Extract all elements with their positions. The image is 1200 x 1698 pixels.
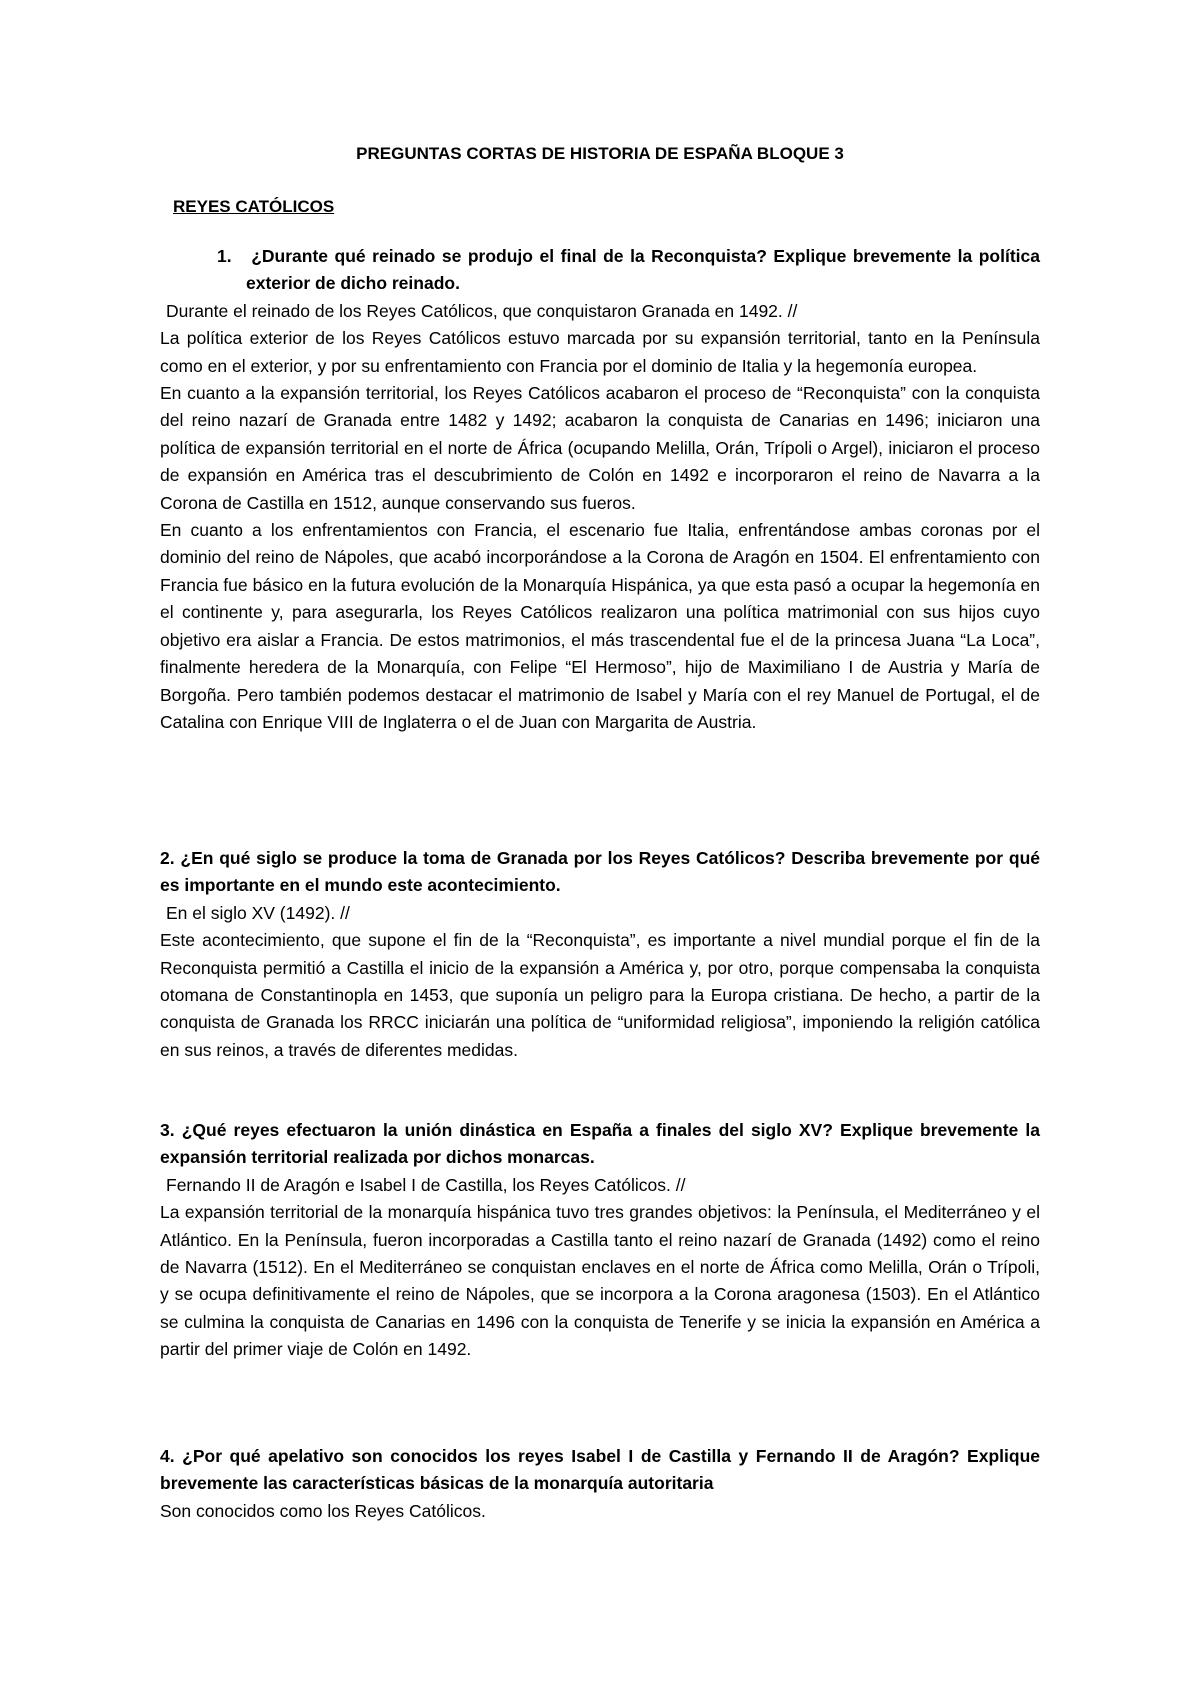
answer-1-paragraph-1: La política exterior de los Reyes Católicos estuvo marcada por su expansión territorial, tanto en la Península como en el exterior, y por su enfrentamiento con Francia por el dominio de Italia y la hegemonía europea. [160,328,1040,376]
question-4-text [160,1443,1040,1498]
answer-3-short: Fernando II de Aragón e Isabel I de Castilla, los Reyes Católicos. // [166,1174,686,1195]
question-4-prompt: ¿Por qué apelativo son conocidos los reyes Isabel I de Castilla y Fernando II de Aragón? Explique brevemente las características básicas de la monarquía autoritaria [160,1446,1040,1494]
question-block-4 [160,1443,1040,1525]
question-block-1 [160,243,1040,736]
question-3-prompt: ¿Qué reyes efectuaron la unión dinástica en España a finales del siglo XV? Explique brevemente la expansión territorial realizada por dichos monarcas. [160,1120,1040,1168]
answer-1-paragraph-3: En cuanto a los enfrentamientos con Francia, el escenario fue Italia, enfrentándose ambas coronas por el dominio del reino de Nápoles, que acabó incorporándose a la Corona de Aragón en 1504. El enfrentamiento con Francia fue básico en la futura evolución de la Monarquía Hispánica, ya que esta pasó a ocupar la hegemonía en el continente y, para asegurarla, los Reyes Católicos realizaron una política matrimonial con sus hijos cuyo objetivo era aislar a Francia. De estos matrimonios, el más trascendental fue el de la princesa Juana “La Loca”, finalmente heredera de la Monarquía, con Felipe “El Hermoso”, hijo de Maximiliano I de Austria y María de Borgoña. Pero también podemos destacar el matrimonio de Isabel y María con el rey Manuel de Portugal, el de Catalina con Enrique VIII de Inglaterra o el de Juan con Margarita de Austria. [160,520,1040,732]
question-1-prompt: ¿Durante qué reinado se produjo el final de la Reconquista? Explique brevemente la política exterior de dicho reinado. [246,246,1040,294]
answer-1 [160,298,1040,737]
answer-1-paragraph-2: En cuanto a la expansión territorial, los Reyes Católicos acabaron el proceso de “Reconquista” con la conquista del reino nazarí de Granada entre 1482 y 1492; acabaron la conquista de Canarias en 1496; iniciaron una política de expansión territorial en el norte de África (ocupando Melilla, Orán, Trípoli o Argel), iniciaron el proceso de expansión en América tras el descubrimiento de Colón en 1492 e incorporaron el reino de Navarra a la Corona de Castilla en 1512, aunque conservando sus fueros. [160,383,1040,513]
question-2-prompt: ¿En qué siglo se produce la toma de Granada por los Reyes Católicos? Describa brevemente por qué es importante en el mundo este acontecimiento. [160,848,1040,896]
answer-2-paragraph-1: Este acontecimiento, que supone el fin de la “Reconquista”, es importante a nivel mundial porque el fin de la Reconquista permitió a Castilla el inicio de la expansión a América y, por otro, porque compensaba la conquista otomana de Constantinopla en 1453, que suponía un peligro para la Europa cristiana. De hecho, a partir de la conquista de Granada los RRCC iniciarán una política de “uniformidad religiosa”, imponiendo la religión católica en sus reinos, a través de diferentes medidas. [160,930,1040,1060]
answer-2-short: En el siglo XV (1492). // [166,902,350,923]
document-title: PREGUNTAS CORTAS DE HISTORIA DE ESPAÑA BLOQUE 3 [356,144,844,163]
question-block-2 [160,845,1040,1064]
question-2-number: 2. [160,848,175,868]
answer-4-short: Son conocidos como los Reyes Católicos. [160,1500,486,1521]
question-1-text [183,243,1040,298]
section-heading: REYES CATÓLICOS [173,197,335,216]
question-2-text [160,845,1040,900]
question-4-number: 4. [160,1446,175,1466]
question-3-number: 3. [160,1120,175,1140]
question-1-number: 1. [217,246,232,266]
question-3-text [160,1117,1040,1172]
answer-1-short: Durante el reinado de los Reyes Católicos, que conquistaron Granada en 1492. // [166,300,798,321]
answer-3-paragraph-1: La expansión territorial de la monarquía hispánica tuvo tres grandes objetivos: la Península, el Mediterráneo y el Atlántico. En la Península, fueron incorporadas a Castilla tanto el reino nazarí de Granada (1492) como el reino de Navarra (1512). En el Mediterráneo se conquistan enclaves en el norte de África como Melilla, Orán o Trípoli, y se ocupa definitivamente el reino de Nápoles, que se incorpora a la Corona aragonesa (1503). En el Atlántico se culmina la conquista de Canarias en 1496 con la conquista de Tenerife y se inicia la expansión en América a partir del primer viaje de Colón en 1492. [160,1202,1040,1360]
question-block-3 [160,1117,1040,1364]
